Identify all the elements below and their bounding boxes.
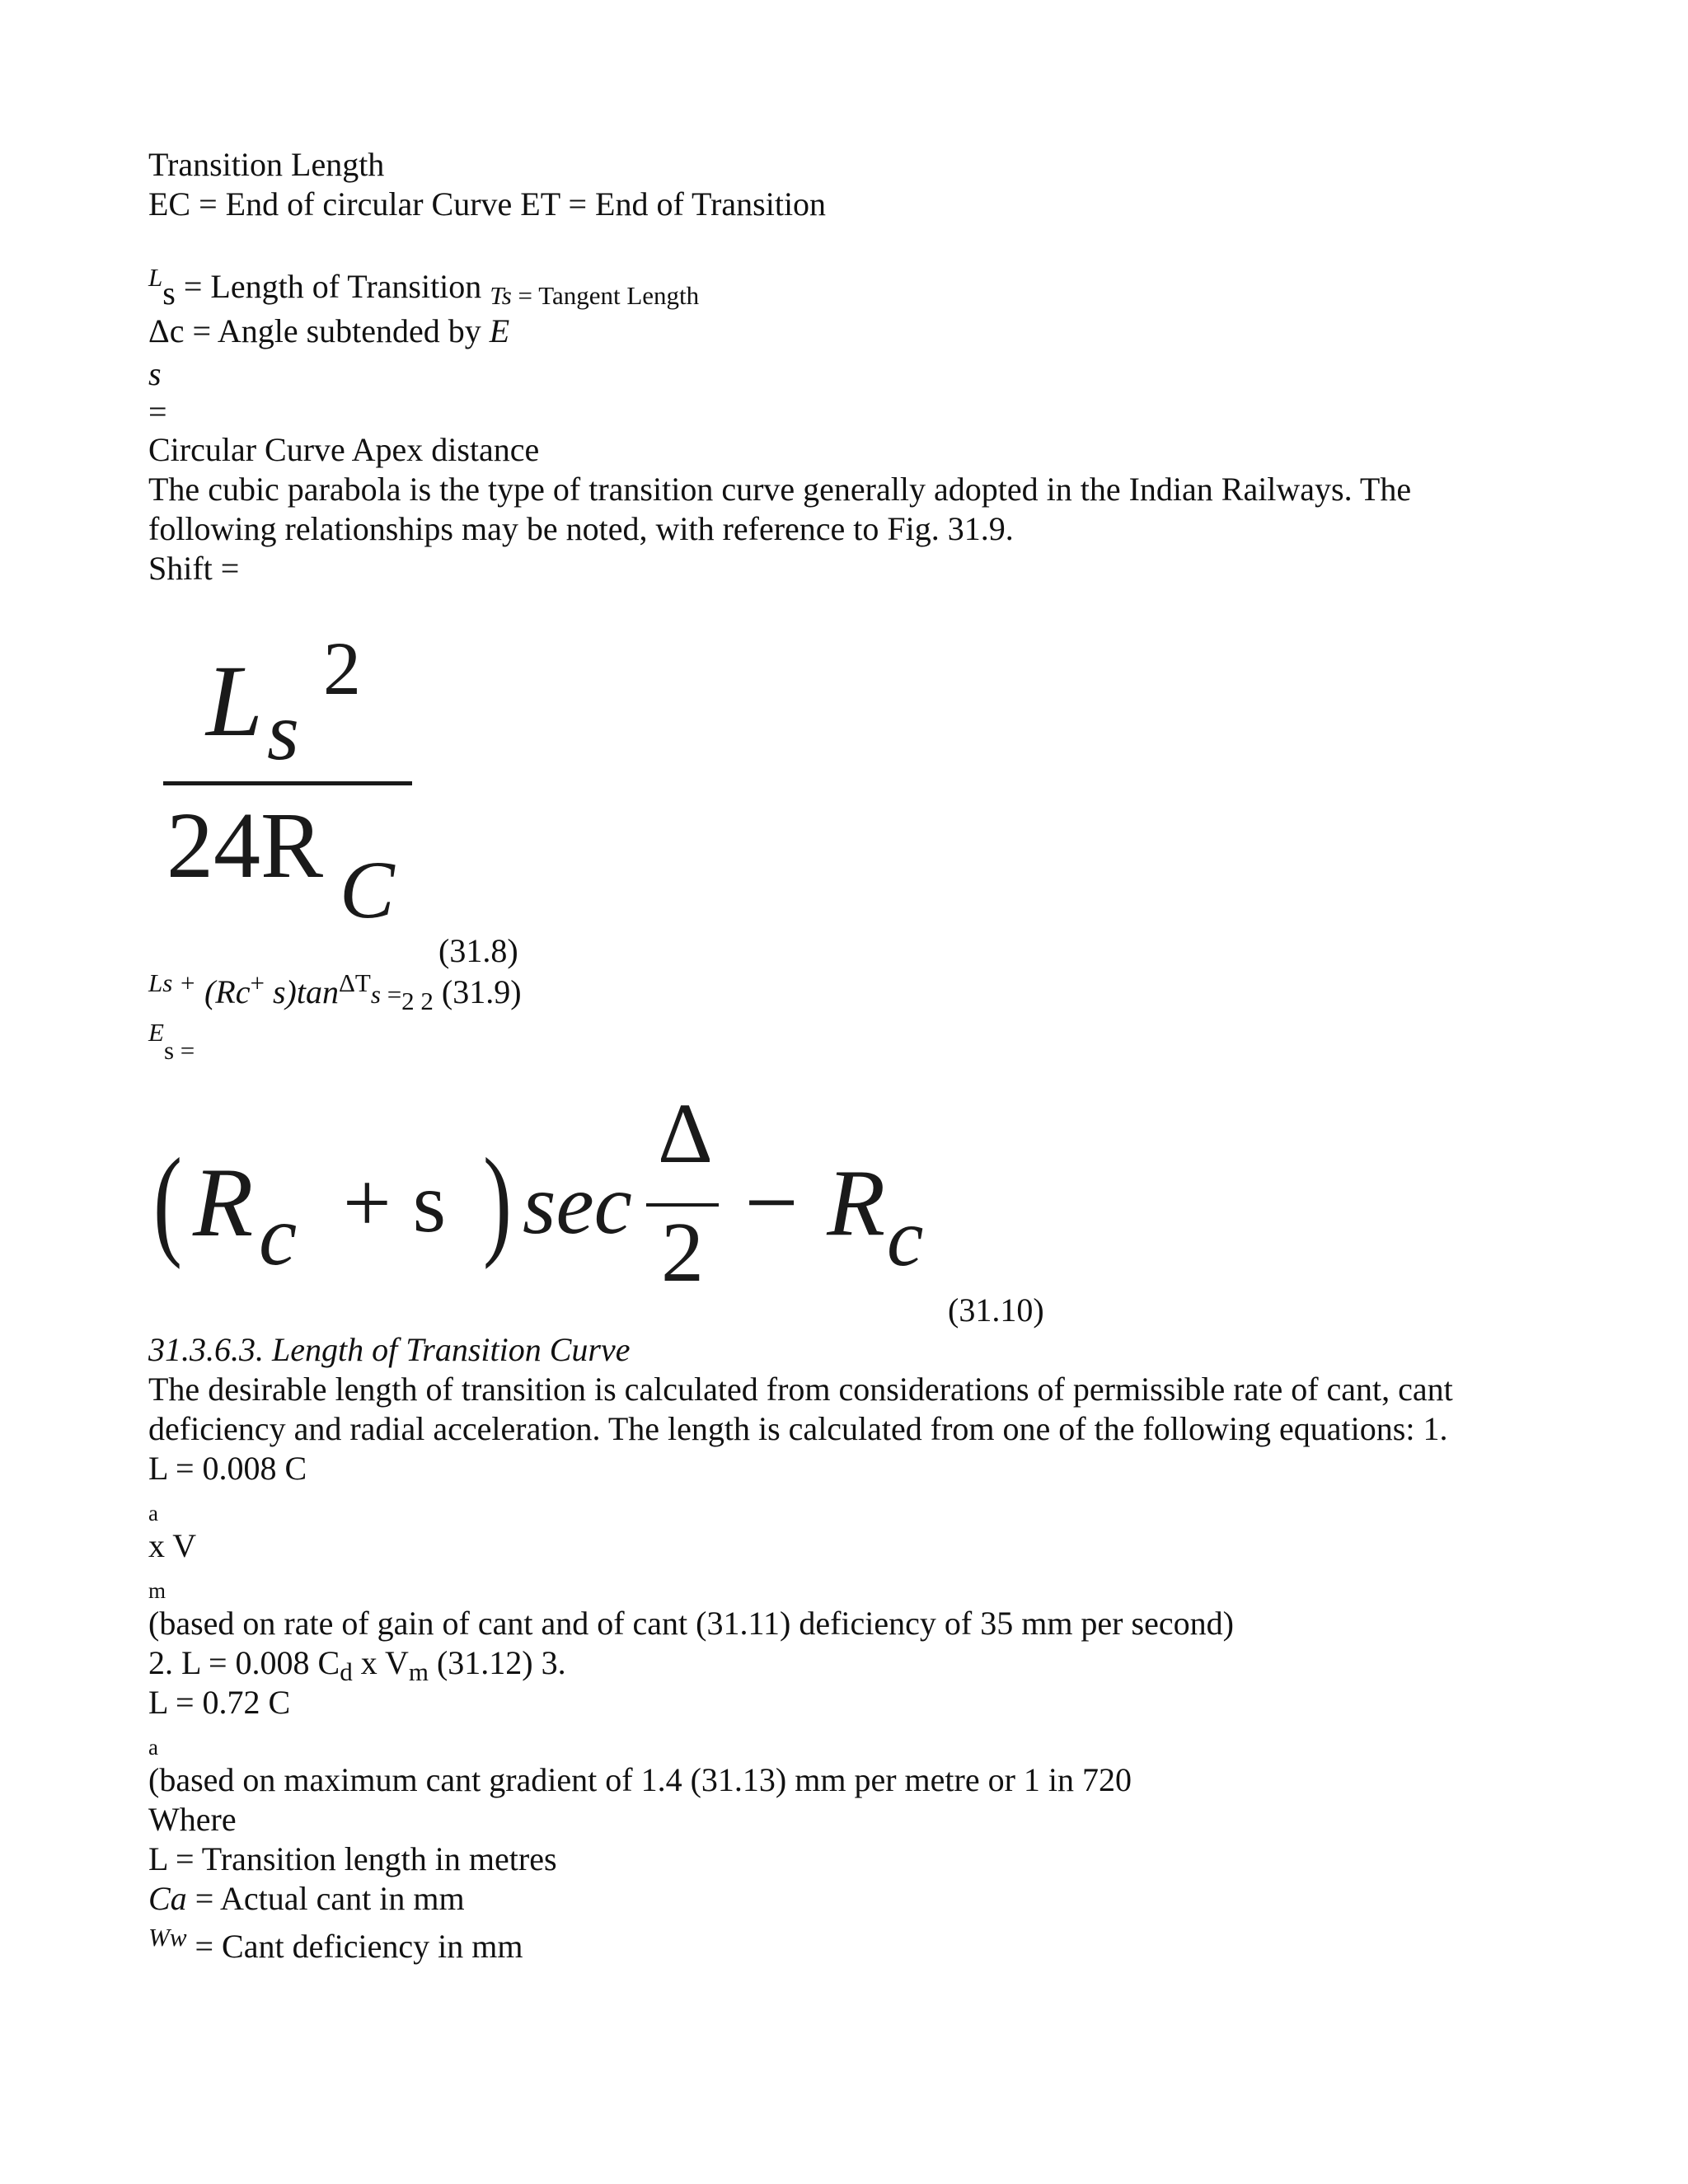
eq319-twos: 2 2: [401, 987, 434, 1015]
es-open-paren: (: [153, 1133, 182, 1270]
es-definition: [148, 1018, 195, 1065]
shift-numerator-exp: 2: [323, 626, 361, 710]
es-subscript: s: [163, 1036, 175, 1065]
es-r1: R: [193, 1147, 254, 1257]
ts-symbol: Ts: [490, 281, 512, 310]
eq319-s: s: [370, 980, 381, 1009]
es-c1: c: [259, 1188, 298, 1283]
shift-fraction-bar: [163, 781, 412, 785]
formula-2-sub-m: m: [408, 1657, 429, 1686]
eq319-s-tan: s)tan: [264, 973, 339, 1010]
eq-31-8-label: (31.8): [438, 932, 518, 969]
where-ca-definition: [148, 1879, 465, 1919]
equals-line: =: [148, 393, 167, 430]
eq319-rc: (Rc: [204, 973, 251, 1010]
formula-1-note: (based on rate of gain of cant and of cant (31.11) deficiency of 35 mm per second): [148, 1605, 1234, 1642]
shift-numerator-L: L: [206, 644, 263, 757]
formula-1-sub-m: m: [148, 1578, 166, 1603]
es-minus-r: − R: [738, 1151, 886, 1256]
formula-3-line: L = 0.72 C: [148, 1684, 291, 1721]
ls-subscript: s: [162, 274, 176, 312]
ls-symbol: L: [148, 263, 163, 292]
e-symbol: E: [489, 312, 510, 349]
formula-3-sub-a: a: [148, 1735, 158, 1760]
eq319-eq: =: [380, 980, 402, 1009]
shift-denominator-sub: C: [340, 844, 395, 935]
eq319-plus: +: [250, 968, 265, 997]
eq319-ls: Ls +: [148, 968, 196, 997]
es-two: 2: [661, 1205, 704, 1300]
es-sec: sec: [523, 1157, 632, 1252]
formula-3-note: (based on maximum cant gradient of 1.4 (31.13) mm per metre or 1 in 720: [148, 1761, 1132, 1798]
eq319-delta-t: ΔT: [338, 968, 371, 997]
definition-ls-ts: [148, 263, 700, 312]
ts-text: = Tangent Length: [511, 281, 700, 310]
shift-numerator-sub: s: [267, 686, 299, 777]
es-close-paren: ): [483, 1133, 512, 1270]
formula-2-xv: x V: [352, 1644, 409, 1681]
ww-symbol: Ww: [148, 1923, 187, 1952]
apex-distance-line: Circular Curve Apex distance: [148, 431, 540, 468]
ww-text: = Cant deficiency in mm: [186, 1928, 523, 1965]
formula-2-label: (31.12) 3.: [428, 1644, 566, 1681]
shift-equation: [157, 626, 437, 940]
ls-text: = Length of Transition: [175, 268, 490, 305]
es-equals: =: [174, 1036, 195, 1065]
cubic-parabola-line-2: following relationships may be noted, with reference to Fig. 31.9.: [148, 510, 1014, 547]
es-delta: Δ: [658, 1086, 713, 1181]
shift-denominator: 24R: [166, 793, 324, 898]
ca-text: = Actual cant in mm: [186, 1880, 465, 1917]
external-distance-equation: [153, 1088, 945, 1335]
tangent-length-equation: [148, 968, 522, 1015]
eq319-label: (31.9): [433, 973, 522, 1010]
formula-1-line: L = 0.008 C: [148, 1450, 307, 1487]
formula-2-sub-d: d: [340, 1657, 353, 1686]
es-plus-s: + s: [343, 1155, 447, 1250]
s-symbol-line: s: [148, 355, 162, 392]
paragraph-line-2: deficiency and radial acceleration. The length is calculated from one of the following equations: 1.: [148, 1410, 1448, 1447]
shift-label: Shift =: [148, 550, 240, 587]
definition-ec-et: EC = End of circular Curve ET = End of Transition: [148, 185, 827, 223]
eq-31-10-label: (31.10): [948, 1291, 1044, 1329]
es-c2: c: [887, 1192, 924, 1283]
heading-transition-length: Transition Length: [148, 146, 385, 183]
ca-symbol: Ca: [148, 1880, 187, 1917]
where-ww-definition: [148, 1923, 523, 1969]
delta-c-text: Δc = Angle subtended by: [148, 312, 490, 349]
formula-1-xv: x V: [148, 1527, 197, 1564]
paragraph-line-1: The desirable length of transition is calculated from considerations of permissible rate of cant, cant: [148, 1371, 1453, 1408]
formula-2-a: 2. L = 0.008 C: [148, 1644, 340, 1681]
formula-2-line: [148, 1643, 566, 1685]
definition-delta-c: [148, 312, 509, 351]
formula-1-sub-a: a: [148, 1501, 158, 1526]
where-label: Where: [148, 1801, 237, 1838]
where-l-definition: L = Transition length in metres: [148, 1840, 557, 1877]
cubic-parabola-line-1: The cubic parabola is the type of transition curve generally adopted in the Indian Railways. The: [148, 471, 1412, 508]
es-symbol: E: [148, 1018, 164, 1047]
section-heading-length-transition: 31.3.6.3. Length of Transition Curve: [148, 1331, 631, 1368]
